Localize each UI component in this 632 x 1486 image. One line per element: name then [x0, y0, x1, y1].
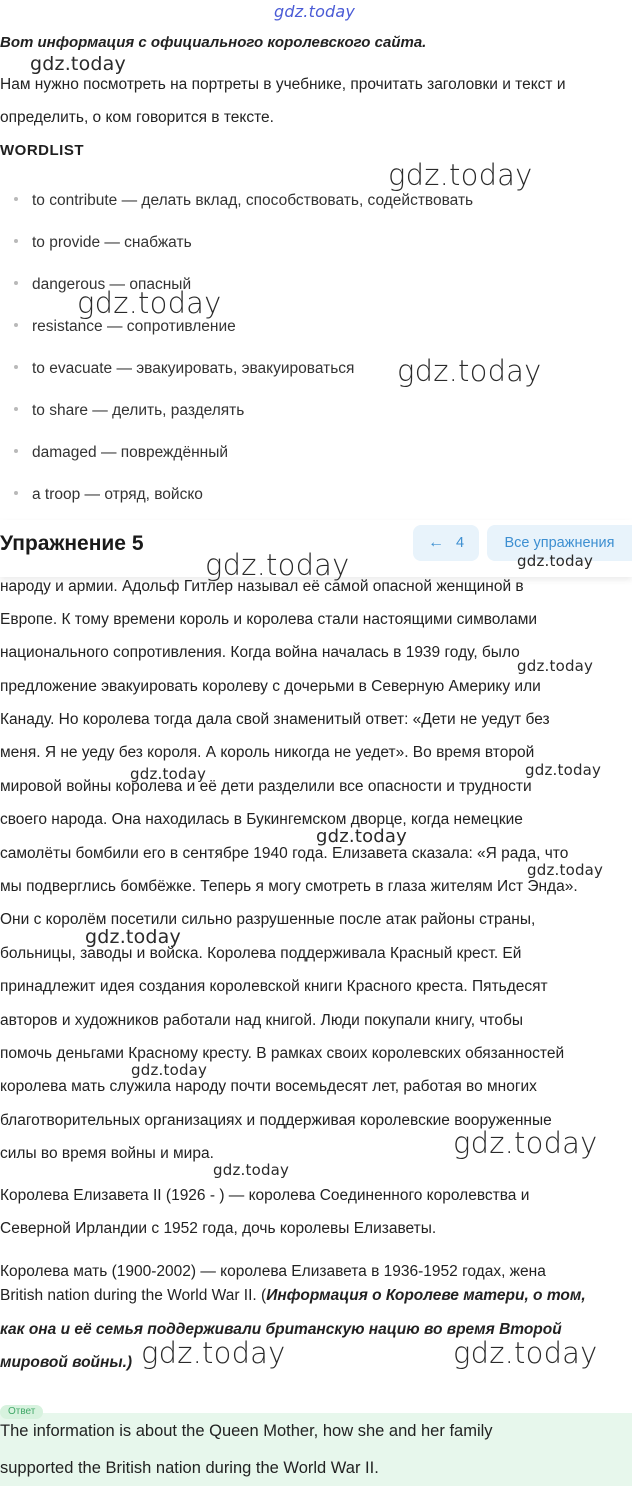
intro-line: Нам нужно посмотреть на портреты в учебнике, прочитать заголовки и текст и: [0, 76, 566, 93]
bullet-icon: [14, 365, 18, 369]
body-line: своего народа. Она находилась в Букингемском дворце, когда немецкие: [0, 811, 523, 828]
note-text: British nation during the World War II. (: [0, 1287, 267, 1304]
body-line: больницы, заводы и войска. Королева поддерживала Красный крест. Ей: [0, 945, 522, 962]
note-line: Королева мать (1900-2002) — королева Елизавета в 1936-1952 годах, жена: [0, 1263, 546, 1280]
watermark: gdz.today: [130, 765, 207, 783]
wordlist-title: WORDLIST: [0, 142, 84, 159]
watermark: gdz.today: [131, 1061, 208, 1079]
note-line: как она и её семья поддерживали британскую нацию во время Второй: [0, 1321, 562, 1338]
bullet-icon: [14, 449, 18, 453]
body-line: авторов и художников работали над книгой. Люди покупали книгу, чтобы: [0, 1012, 523, 1029]
body-line: меня. Я не уеду без короля. А король никогда не уедет». Во время второй: [0, 744, 535, 761]
answer-line: supported the British nation during the World War II.: [0, 1459, 379, 1477]
note-line: [0, 1286, 586, 1306]
watermark: gdz.today: [397, 354, 542, 388]
watermark: gdz.today: [141, 1336, 286, 1370]
body-line: национального сопротивления. Когда война началась в 1939 году, было: [0, 644, 520, 661]
wordlist-item-text: damaged — повреждённый: [32, 444, 229, 461]
bullet-icon: [14, 491, 18, 495]
watermark: gdz.today: [316, 826, 408, 847]
bullet-icon: [14, 281, 18, 285]
prev-exercise-number: 4: [455, 535, 465, 551]
wordlist-item: [14, 486, 203, 504]
intro-lead: Вот информация с официального королевского сайта.: [0, 34, 427, 51]
wordlist-item: [14, 444, 228, 462]
watermark: gdz.today: [453, 1336, 598, 1370]
bullet-icon: [14, 407, 18, 411]
bullet-icon: [14, 239, 18, 243]
watermark: gdz.today: [30, 53, 126, 75]
answer-badge: Ответ: [0, 1405, 43, 1419]
bullet-icon: [14, 323, 18, 327]
wordlist-item-text: dangerous — опасный: [32, 276, 192, 293]
wordlist-item-text: resistance — сопротивление: [32, 318, 236, 335]
watermark: gdz.today: [388, 158, 533, 192]
watermark: gdz.today: [213, 1161, 290, 1179]
body-line: предложение эвакуировать королеву с дочерьми в Северную Америку или: [0, 678, 541, 695]
watermark: gdz.today: [517, 657, 594, 675]
wordlist-item: [14, 360, 354, 378]
exercise-title: Упражнение 5: [0, 532, 144, 555]
body-line: народу и армии. Адольф Гитлер называл её самой опасной женщиной в: [0, 578, 524, 595]
body-line: Европе. К тому времени король и королева стали настоящими символами: [0, 611, 538, 628]
body-line: помочь деньгами Красному кресту. В рамках своих королевских обязанностей: [0, 1045, 565, 1062]
wordlist-item-text: to evacuate — эвакуировать, эвакуироваться: [32, 360, 355, 377]
watermark: gdz.today: [77, 286, 222, 320]
answer-line: The information is about the Queen Mother, how she and her family: [0, 1422, 493, 1440]
body-line: силы во время войны и мира.: [0, 1145, 214, 1162]
intro-line: определить, о ком говорится в тексте.: [0, 109, 274, 126]
wordlist-item-text: to share — делить, разделять: [32, 402, 245, 419]
watermark-top: gdz.today: [274, 2, 356, 21]
body-line: Канаду. Но королева тогда дала свой знаменитый ответ: «Дети не уедут без: [0, 711, 550, 728]
watermark: gdz.today: [453, 1126, 598, 1160]
prev-exercise-button[interactable]: [413, 525, 479, 561]
all-exercises-button[interactable]: Все упражнения: [487, 525, 632, 561]
wordlist-item: [14, 318, 236, 336]
note-line: Королева Елизавета II (1926 - ) — королева Соединенного королевства и: [0, 1187, 530, 1204]
watermark: gdz.today: [205, 548, 350, 582]
body-line: мировой войны королева и её дети разделили все опасности и трудности: [0, 778, 532, 795]
body-line: благотворительных организациях и поддерживая королевские вооруженные: [0, 1112, 552, 1129]
body-line: Они с королём посетили сильно разрушенные после атак районы страны,: [0, 911, 536, 928]
wordlist-item: [14, 234, 192, 252]
body-line: принадлежит идея создания королевской книги Красного креста. Пятьдесят: [0, 978, 548, 995]
wordlist-item-text: a troop — отряд, войско: [32, 486, 203, 503]
wordlist-item-text: to provide — снабжать: [32, 234, 192, 251]
body-line: королева мать служила народу почти восемьдесят лет, работая во многих: [0, 1078, 537, 1095]
watermark: gdz.today: [517, 552, 594, 570]
watermark: gdz.today: [85, 926, 181, 948]
note-emphasis: Информация о Королеве матери, о том,: [266, 1287, 586, 1304]
body-line: мы подверглись бомбёжке. Теперь я могу смотреть в глаза жителям Ист Энда».: [0, 878, 578, 895]
wordlist-item-text: to contribute — делать вклад, способствовать, содействовать: [32, 192, 474, 209]
bullet-icon: [14, 197, 18, 201]
watermark: gdz.today: [527, 861, 604, 879]
note-line: мировой войны.): [0, 1354, 133, 1371]
wordlist-item: [14, 192, 473, 210]
wordlist-item: [14, 402, 244, 420]
body-line: самолёты бомбили его в сентябре 1940 года. Елизавета сказала: «Я рада, что: [0, 845, 569, 862]
note-line: Северной Ирландии с 1952 года, дочь королевы Елизаветы.: [0, 1220, 437, 1237]
watermark: gdz.today: [525, 761, 602, 779]
arrow-left-icon: ←: [427, 534, 444, 551]
